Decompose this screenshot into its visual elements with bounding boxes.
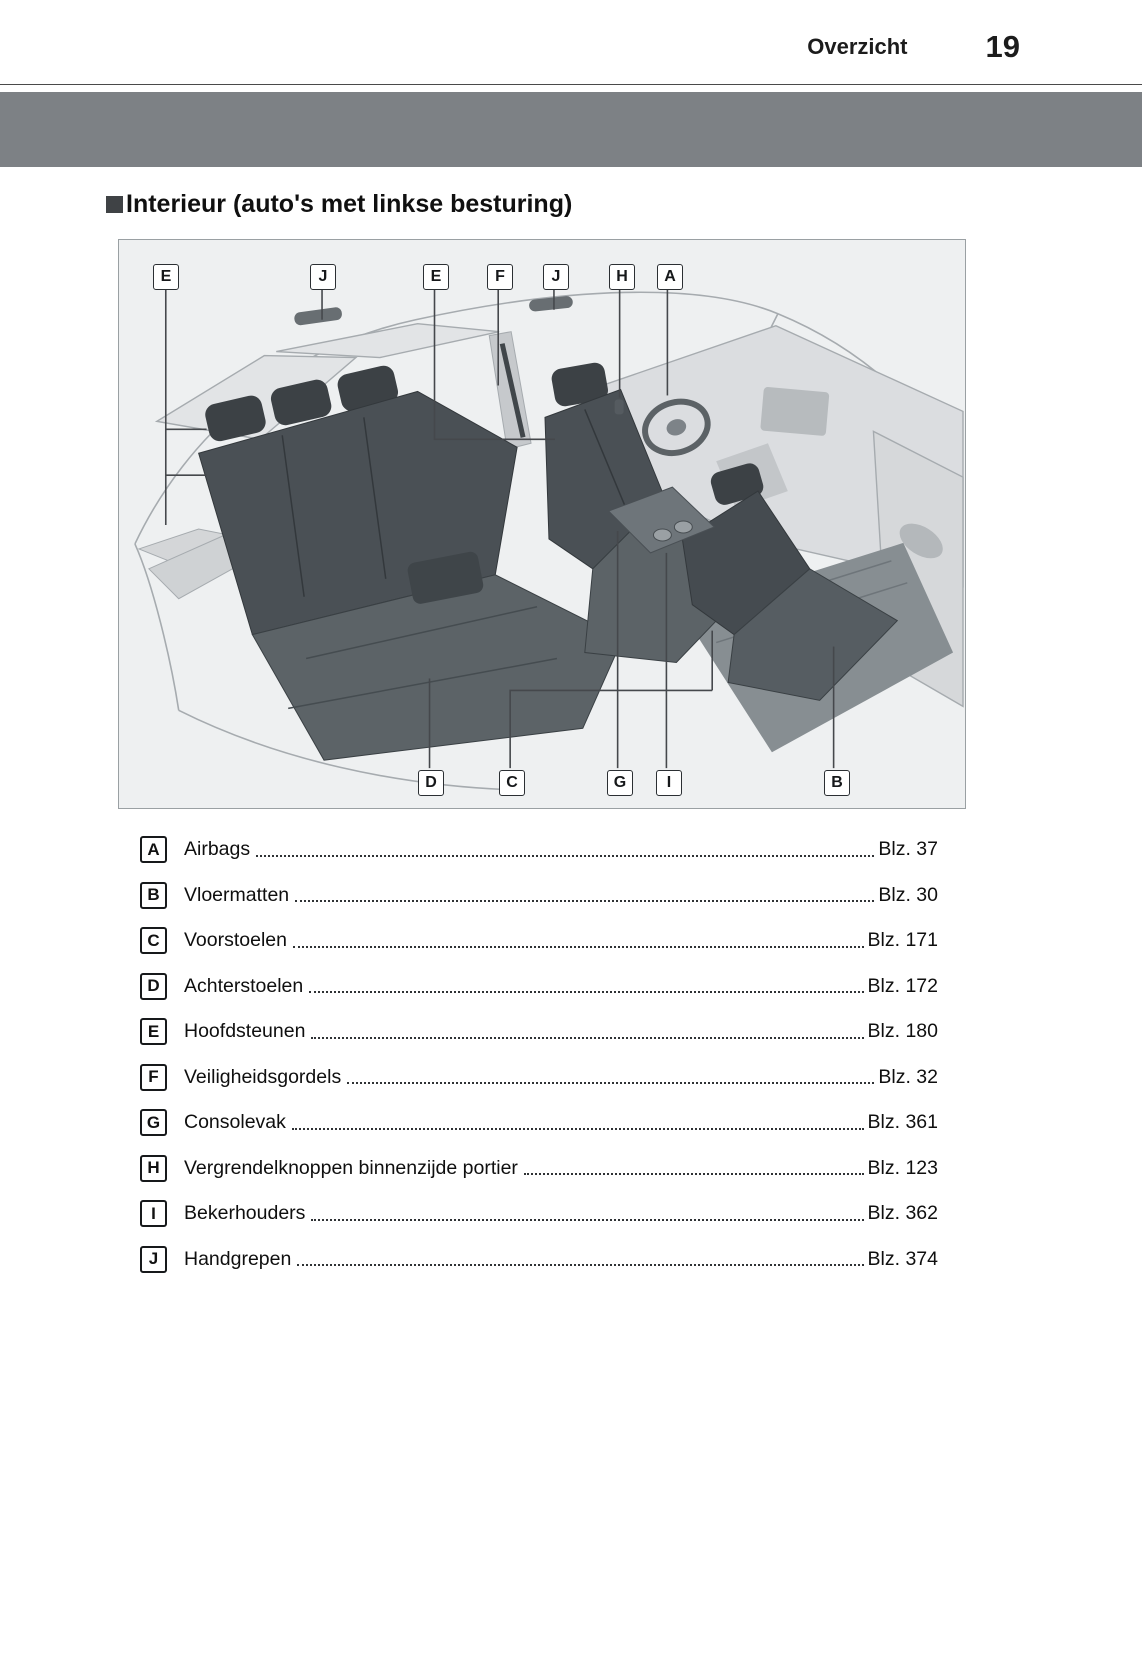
legend-page-ref: Blz. 123	[867, 1156, 938, 1179]
callout-front-seat-bottom: C	[499, 770, 525, 796]
legend-row-bekerhouders	[140, 1191, 938, 1237]
legend-row-veiligheidsgordels	[140, 1055, 938, 1101]
leader-dots	[297, 1264, 863, 1266]
callout-rear-seat-bottom: D	[418, 770, 444, 796]
callout-console-bottom: G	[607, 770, 633, 796]
seat-belt	[489, 332, 531, 450]
interior-diagram	[118, 239, 966, 809]
leader-dots	[524, 1173, 864, 1175]
legend-key-box: I	[140, 1200, 167, 1227]
legend-key-box: E	[140, 1018, 167, 1045]
legend-page-ref: Blz. 361	[867, 1111, 938, 1134]
legend-row-airbags	[140, 827, 938, 873]
section-marker-icon	[106, 196, 123, 213]
page-header	[0, 0, 1142, 85]
legend-page-ref: Blz. 171	[867, 929, 938, 952]
legend-key-box: B	[140, 882, 167, 909]
callout-grab-handle-top-2: J	[543, 264, 569, 290]
callout-seat-belt-top: F	[487, 264, 513, 290]
legend-page-ref: Blz. 172	[867, 974, 938, 997]
legend-list	[140, 827, 938, 1282]
legend-label: Vloermatten	[184, 883, 290, 906]
legend-row-voorstoelen	[140, 918, 938, 964]
leader-dots	[292, 1128, 864, 1130]
leader-dots	[293, 946, 864, 948]
legend-key-box: H	[140, 1155, 167, 1182]
legend-page-ref: Blz. 180	[867, 1020, 938, 1043]
legend-label: Airbags	[184, 838, 251, 861]
legend-row-handgrepen	[140, 1237, 938, 1283]
legend-label: Handgrepen	[184, 1247, 292, 1270]
legend-label: Voorstoelen	[184, 929, 287, 952]
legend-label: Vergrendelknoppen binnenzijde portier	[184, 1156, 518, 1179]
section-title-row	[106, 189, 1142, 219]
callout-cup-holder-bottom: I	[656, 770, 682, 796]
section-banner	[0, 92, 1142, 167]
car-interior-illustration	[119, 240, 965, 808]
legend-row-consolevak	[140, 1100, 938, 1146]
leader-dots	[256, 855, 874, 857]
leader-dots	[295, 900, 874, 902]
legend-page-ref: Blz. 362	[867, 1202, 938, 1225]
callout-lock-knob-top: H	[609, 264, 635, 290]
legend-row-hoofdsteunen	[140, 1009, 938, 1055]
callout-airbag-top: A	[657, 264, 683, 290]
leader-dots	[311, 1219, 863, 1221]
callout-grab-handle-top-1: J	[310, 264, 336, 290]
legend-row-vloermatten	[140, 873, 938, 919]
door-lock-knob	[615, 399, 624, 414]
legend-label: Achterstoelen	[184, 974, 304, 997]
leader-dots	[347, 1082, 874, 1084]
callout-headrest-top-1: E	[153, 264, 179, 290]
legend-key-box: A	[140, 836, 167, 863]
leader-dots	[309, 991, 863, 993]
legend-row-vergrendelknoppen	[140, 1146, 938, 1192]
callout-floor-mat-bottom: B	[824, 770, 850, 796]
legend-label: Hoofdsteunen	[184, 1020, 306, 1043]
legend-label: Consolevak	[184, 1111, 286, 1134]
header-section-title: Overzicht	[807, 34, 908, 59]
legend-row-achterstoelen	[140, 964, 938, 1010]
leader-dots	[311, 1037, 863, 1039]
legend-page-ref: Blz. 37	[878, 838, 938, 861]
section-title: Interieur (auto's met linkse besturing)	[126, 189, 573, 218]
legend-key-box: F	[140, 1064, 167, 1091]
legend-label: Veiligheidsgordels	[184, 1065, 342, 1088]
callout-headrest-top-2: E	[423, 264, 449, 290]
legend-key-box: C	[140, 927, 167, 954]
legend-key-box: D	[140, 973, 167, 1000]
legend-page-ref: Blz. 32	[878, 1065, 938, 1088]
legend-key-box: G	[140, 1109, 167, 1136]
legend-page-ref: Blz. 30	[878, 883, 938, 906]
legend-page-ref: Blz. 374	[867, 1247, 938, 1270]
legend-label: Bekerhouders	[184, 1202, 306, 1225]
legend-key-box: J	[140, 1246, 167, 1273]
header-page-number: 19	[985, 29, 1020, 64]
